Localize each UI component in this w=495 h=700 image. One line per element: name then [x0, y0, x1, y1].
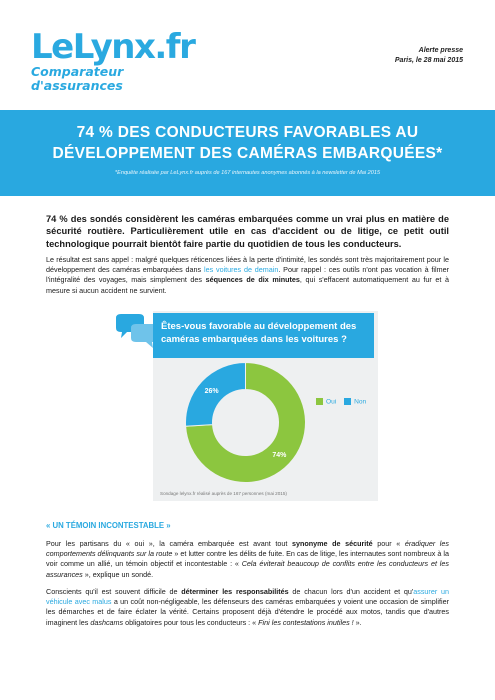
donut-label-oui: 74%	[272, 451, 287, 459]
legend-swatch	[344, 398, 351, 405]
press-info	[395, 46, 463, 66]
donut-label-non: 26%	[204, 388, 219, 396]
legend-item-non	[344, 398, 366, 405]
paragraph-partisans	[46, 539, 449, 580]
legend-label: Oui	[326, 398, 337, 406]
headline-banner	[0, 110, 495, 196]
quote-text: Fini les contestations inutiles !	[258, 617, 354, 627]
quote-text: Cela éviterait beaucoup de conflits entre les conducteurs et les assurances	[46, 559, 449, 579]
text: Pour les partisans du « oui », la caméra embarquée est avant tout	[46, 539, 292, 548]
link-assurer-vehicule-malus[interactable]: assurer un véhicule avec malus	[46, 587, 449, 607]
text: de chacun lors d'un accident et qu'	[288, 587, 414, 596]
donut-chart	[183, 360, 308, 485]
text: , qui s'effacent automatiquement au fur et à mesure si aucun accident ne survient.	[46, 275, 450, 295]
lead-paragraph: 74 % des sondés considèrent les caméras embarquées comme un vrai plus en matière de sécurité routière. Particulièrement utile en cas d'accident ou de litige, ce petit outil technologique pourrait bientôt faire partie du quotidien de tous les conducteurs.	[46, 214, 449, 249]
lelynx-logo[interactable]	[31, 27, 211, 93]
italic-text: dashcams	[90, 617, 124, 627]
text: a un coût non-négligeable, les défenseurs des caméras embarquées y voient une occasion de simplifier les démarches et de faire éclater la vérité. Certains proposent déjà d'étendre le procédé aux motos, tandis que d'autres imaginent les	[46, 597, 449, 627]
chart-source: Sondage lelynx.fr réalisé auprès de 167 personnes (mai 2015)	[160, 491, 287, 496]
logo-wordmark: LeLynx.fr	[31, 27, 195, 67]
bold-text: synonyme de sécurité	[291, 539, 373, 548]
text: Conscients qu'il est souvent difficile de	[46, 587, 182, 596]
text: obligatoires pour tous les conducteurs : «	[123, 617, 259, 627]
survey-note: *Enquête réalisée par LeLynx.fr auprès de 167 internautes anonymes abonnés à la newsletter de Mai 2015	[114, 170, 381, 176]
section-title: « UN TÉMOIN INCONTESTABLE »	[46, 521, 171, 530]
logo-tagline: Comparateur d'assurances	[31, 64, 124, 93]
link-voitures-de-demain[interactable]: les voitures de demain	[203, 265, 279, 275]
bold-text: séquences de dix minutes	[205, 275, 300, 285]
paragraph-responsabilites	[46, 587, 449, 628]
quote-text: éradiquer les comportements délinquants sur la route	[46, 539, 449, 559]
text: ».	[353, 617, 362, 627]
text: Le résultat est sans appel : malgré quelques réticences liées à la perte d'intimité, les sondés sont très majoritairement pour le développement des caméras embarquées dans	[46, 255, 449, 275]
text: » et lutter contre les délits de fuite. En cas de litige, les internautes sont nombreux à la voir comme un allié, un témoin objectif et incontestable : «	[46, 549, 449, 569]
legend-label: Non	[354, 398, 367, 406]
text: », explique un sondé.	[82, 569, 154, 579]
text: . Pour rappel : ces outils n'ont pas vocation à filmer l'intégralité des voyages, mais simplement des	[46, 265, 449, 285]
press-date: Paris, le 28 mai 2015	[394, 57, 463, 64]
headline-title	[0, 110, 495, 164]
headline-line-2: DÉVELOPPEMENT DES CAMÉRAS EMBARQUÉES*	[52, 145, 443, 162]
paragraph-results	[46, 255, 449, 296]
legend-swatch	[316, 398, 323, 405]
text: pour «	[372, 539, 405, 548]
bold-text: déterminer les responsabilités	[181, 587, 289, 596]
chart-title: Êtes-vous favorable au développement des caméras embarquées dans les voitures ?	[153, 313, 374, 358]
press-type: Alerte presse	[418, 47, 463, 54]
chart-legend	[316, 398, 372, 405]
headline-line-1: 74 % DES CONDUCTEURS FAVORABLES AU	[76, 124, 419, 141]
legend-item-oui	[316, 398, 336, 405]
